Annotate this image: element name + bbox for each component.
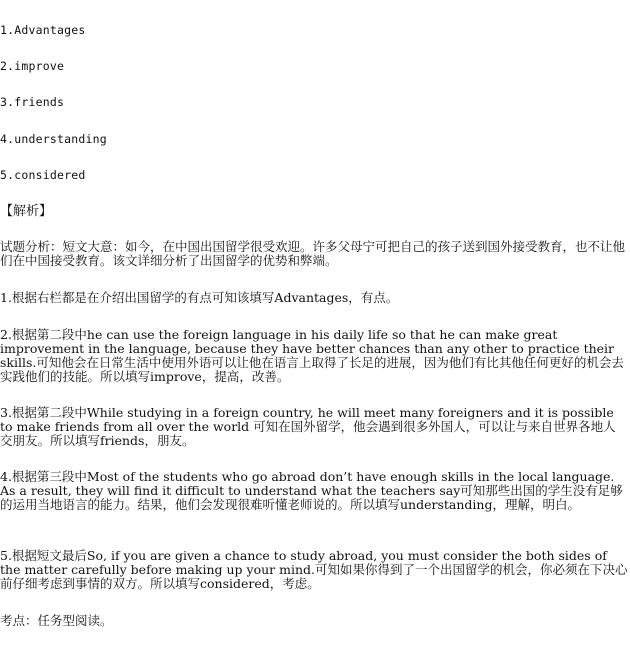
answer-3: 3.friends xyxy=(0,95,65,109)
analysis-heading: 【解析】 xyxy=(0,204,53,219)
explanation-1: 1.根据右栏都是在介绍出国留学的有点可知该填写Advantages，有点。 xyxy=(0,290,399,305)
answer-5: 5.considered xyxy=(0,168,86,182)
explanation-4: 4.根据第三段中Most of the students who go abroad don’t have enough skills in the local language. As a result, they will find it difficult to understand what the teachers say可知那些出国的学生没有足够的运用当地语言的能力。结果，他们会发现很难听懂老师说的。所以填写understanding，理解，明白。 xyxy=(0,469,623,512)
explanation-5: 5.根据短文最后So, if you are given a chance to study abroad, you must consider the both sides of the matter carefully before making up your mind.可知如果你得到了一个出国留学的机会，你必须在下决心前仔细考虑到事情的双方。所以填写considered，考虑。 xyxy=(0,548,628,591)
answer-4: 4.understanding xyxy=(0,132,107,146)
explanation-2: 2.根据第二段中he can use the foreign language in his daily life so that he can make great improvement in the language, because they have better chances than any other to practice their skills.可知他会在日常生活中使用外语可以让他在语言上取得了长足的进展，因为他们有比其他任何更好的机会去实践他们的技能。所以填写improve，提高，改善。 xyxy=(0,327,624,384)
explanation-3: 3.根据第二段中While studying in a foreign country, he will meet many foreigners and it is possible to make friends from all over the world 可知在国外留学，他会遇到很多外国人，可以让与来自世界各地人交朋友。所以填写friends，朋友。 xyxy=(0,405,616,448)
answer-2: 2.improve xyxy=(0,59,65,73)
summary-paragraph: 试题分析：短文大意：如今，在中国出国留学很受欢迎。许多父母宁可把自己的孩子送到国外接受教育，也不让他们在中国接受教育。该文详细分析了出国留学的优势和弊端。 xyxy=(0,239,626,268)
footer-note: 考点：任务型阅读。 xyxy=(0,613,113,628)
answer-1: 1.Advantages xyxy=(0,23,86,37)
